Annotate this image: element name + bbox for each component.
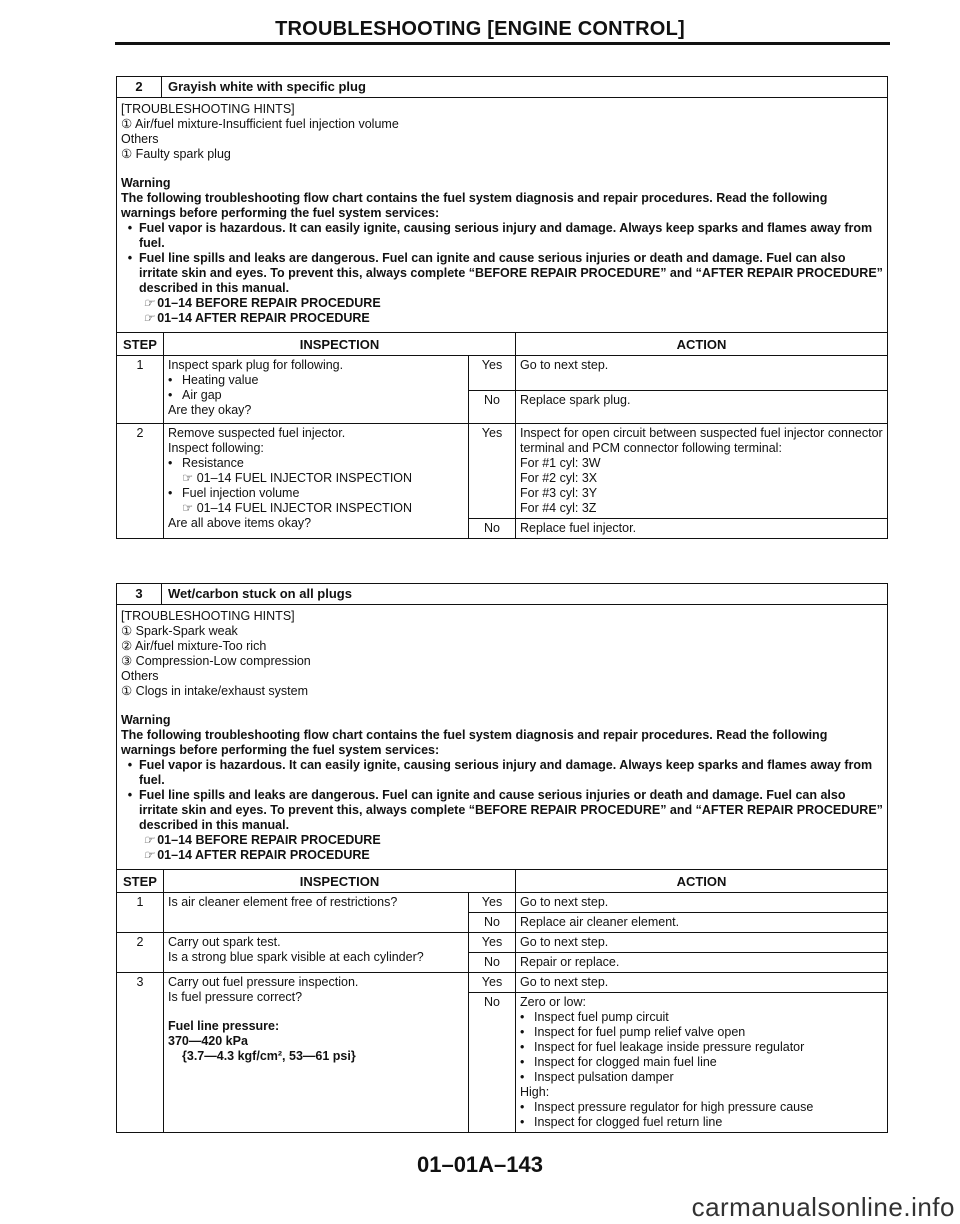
reference-arrow-icon: ☞: [182, 501, 194, 515]
reference-link[interactable]: 01–14 BEFORE REPAIR PROCEDURE: [157, 833, 381, 847]
th-step: STEP: [117, 870, 164, 893]
warning-intro: The following troubleshooting flow chart contains the fuel system diagnosis and repair procedures. Read the following warnings before performing the fuel system services:: [121, 191, 828, 220]
spec-alt-value: {3.7—4.3 kgf/cm², 53—61 psi}: [182, 1049, 356, 1063]
action-bullet: Inspect pulsation damper: [534, 1070, 674, 1084]
th-action: ACTION: [516, 333, 888, 356]
watermark: carmanualsonline.info: [691, 1192, 955, 1222]
yes-action: Go to next step.: [516, 973, 888, 993]
yes-label: Yes: [469, 893, 516, 913]
inspection-bullet: Resistance: [182, 456, 244, 470]
bullet-icon: •: [520, 1115, 525, 1129]
section-title: Wet/carbon stuck on all plugs: [168, 586, 352, 601]
bullet-icon: •: [168, 388, 173, 402]
no-action: [516, 993, 888, 1133]
bullet-icon: •: [520, 1070, 525, 1084]
title-rule: [115, 42, 890, 45]
reference-link[interactable]: 01–14 FUEL INJECTOR INSPECTION: [196, 471, 413, 485]
no-action: Replace air cleaner element.: [516, 913, 888, 933]
th-inspection: INSPECTION: [164, 333, 516, 356]
reference-link[interactable]: 01–14 AFTER REPAIR PROCEDURE: [157, 311, 370, 325]
inspection-text: Remove suspected fuel injector.: [168, 426, 346, 440]
inspection-bullet: Air gap: [182, 388, 222, 402]
no-action: Replace fuel injector.: [516, 519, 888, 539]
no-label: No: [469, 391, 516, 424]
section-number: 2: [117, 77, 162, 97]
bullet-icon: •: [520, 1025, 525, 1039]
inspection-question: Is fuel pressure correct?: [168, 990, 303, 1004]
section-title: Grayish white with specific plug: [168, 79, 366, 94]
warning-heading: Warning: [121, 713, 171, 727]
reference-link[interactable]: 01–14 AFTER REPAIR PROCEDURE: [157, 848, 370, 862]
others-heading: Others: [121, 132, 159, 146]
spec-value: 370—420 kPa: [168, 1034, 248, 1048]
hints-heading: [TROUBLESHOOTING HINTS]: [121, 102, 295, 116]
inspection-cell: [164, 933, 469, 973]
inspection-bullet: Fuel injection volume: [182, 486, 300, 500]
bullet-icon: •: [168, 456, 173, 470]
inspection-text: Carry out spark test.: [168, 935, 281, 949]
table-row: [117, 356, 887, 391]
no-label: No: [469, 913, 516, 933]
no-label: No: [469, 519, 516, 539]
table-row: [117, 424, 887, 519]
inspection-cell: [164, 973, 469, 1133]
table-row: [117, 893, 887, 913]
bullet-icon: •: [168, 373, 173, 387]
section-header: [117, 77, 887, 98]
section-number: 3: [117, 584, 162, 604]
section-3: [116, 583, 888, 1133]
yes-label: Yes: [469, 424, 516, 519]
step-number: 2: [117, 424, 164, 539]
steps-table: [117, 333, 887, 538]
hints-block: [117, 98, 887, 333]
no-action: Repair or replace.: [516, 953, 888, 973]
action-text: For #3 cyl: 3Y: [520, 486, 598, 500]
reference-link[interactable]: 01–14 FUEL INJECTOR INSPECTION: [196, 501, 413, 515]
hint-item: ② Air/fuel mixture-Too rich: [121, 639, 267, 653]
inspection-question: Are they okay?: [168, 403, 252, 417]
bullet-icon: •: [127, 251, 133, 265]
section-2: [116, 76, 888, 539]
others-heading: Others: [121, 669, 159, 683]
warning-bullet: Fuel line spills and leaks are dangerous. Fuel can ignite and cause serious injuries or death and damage. Fuel can also irritate skin and eyes. To prevent this, always complete “BEFORE REPAIR PROCEDURE” and “AFTER REPAIR PROCEDURE” described in this manual.: [139, 251, 883, 295]
no-label: No: [469, 953, 516, 973]
inspection-cell: [164, 356, 469, 424]
hints-block: [117, 605, 887, 870]
other-item: ① Clogs in intake/exhaust system: [121, 684, 308, 698]
inspection-bullet: Heating value: [182, 373, 259, 387]
action-text: Zero or low:: [520, 995, 586, 1009]
section-header: [117, 584, 887, 605]
warning-bullet: Fuel line spills and leaks are dangerous. Fuel can ignite and cause serious injuries or death and damage. Fuel can also irritate skin and eyes. To prevent this, always complete “BEFORE REPAIR PROCEDURE” and “AFTER REPAIR PROCEDURE” described in this manual.: [139, 788, 883, 832]
warning-intro: The following troubleshooting flow chart contains the fuel system diagnosis and repair procedures. Read the following warnings before performing the fuel system services:: [121, 728, 828, 757]
action-bullet: Inspect for clogged fuel return line: [534, 1115, 723, 1129]
inspection-text: Inspect following:: [168, 441, 264, 455]
page-title: TROUBLESHOOTING [ENGINE CONTROL]: [275, 18, 685, 40]
inspection-cell: [164, 424, 469, 539]
yes-label: Yes: [469, 933, 516, 953]
reference-arrow-icon: ☞: [143, 848, 155, 862]
reference-arrow-icon: ☞: [182, 471, 194, 485]
table-row: [117, 933, 887, 953]
yes-action: Go to next step.: [520, 895, 609, 909]
warning-heading: Warning: [121, 176, 171, 190]
hint-item: ③ Compression-Low compression: [121, 654, 311, 668]
bullet-icon: •: [127, 788, 133, 802]
th-action: ACTION: [516, 870, 888, 893]
other-item: ① Faulty spark plug: [121, 147, 231, 161]
spec-label: Fuel line pressure:: [168, 1019, 280, 1033]
action-text: Inspect for open circuit between suspected fuel injector connector terminal and PCM connector following terminal:: [520, 426, 883, 455]
action-text: For #4 cyl: 3Z: [520, 501, 597, 515]
inspection-question: Is a strong blue spark visible at each cylinder?: [168, 950, 424, 964]
bullet-icon: •: [520, 1055, 525, 1069]
bullet-icon: •: [168, 486, 173, 500]
action-text: For #2 cyl: 3X: [520, 471, 598, 485]
bullet-icon: •: [520, 1100, 525, 1114]
steps-table: [117, 870, 887, 1132]
yes-label: Yes: [469, 356, 516, 391]
action-text: High:: [520, 1085, 550, 1099]
bullet-icon: •: [127, 758, 133, 772]
action-bullet: Inspect for fuel pump relief valve open: [534, 1025, 746, 1039]
action-bullet: Inspect pressure regulator for high pressure cause: [534, 1100, 814, 1114]
bullet-icon: •: [520, 1010, 525, 1024]
reference-link[interactable]: 01–14 BEFORE REPAIR PROCEDURE: [157, 296, 381, 310]
th-inspection: INSPECTION: [164, 870, 516, 893]
no-action: Replace spark plug.: [516, 391, 888, 424]
bullet-icon: •: [127, 221, 133, 235]
hint-item: ① Spark-Spark weak: [121, 624, 238, 638]
yes-action: [516, 424, 888, 519]
yes-action: Go to next step.: [520, 358, 609, 372]
reference-arrow-icon: ☞: [143, 311, 155, 325]
bullet-icon: •: [520, 1040, 525, 1054]
inspection-question: Are all above items okay?: [168, 516, 312, 530]
step-number: 1: [117, 893, 164, 933]
hint-item: ① Air/fuel mixture-Insufficient fuel injection volume: [121, 117, 399, 131]
action-bullet: Inspect for fuel leakage inside pressure regulator: [534, 1040, 805, 1054]
table-row: [117, 973, 887, 993]
th-step: STEP: [117, 333, 164, 356]
inspection-text: Inspect spark plug for following.: [168, 358, 344, 372]
reference-arrow-icon: ☞: [143, 296, 155, 310]
step-number: 1: [117, 356, 164, 424]
action-bullet: Inspect for clogged main fuel line: [534, 1055, 717, 1069]
yes-label: Yes: [469, 973, 516, 993]
step-number: 3: [117, 973, 164, 1133]
hints-heading: [TROUBLESHOOTING HINTS]: [121, 609, 295, 623]
inspection-text: Carry out fuel pressure inspection.: [168, 975, 359, 989]
action-text: For #1 cyl: 3W: [520, 456, 601, 470]
reference-arrow-icon: ☞: [143, 833, 155, 847]
action-bullet: Inspect fuel pump circuit: [534, 1010, 669, 1024]
warning-bullet: Fuel vapor is hazardous. It can easily ignite, causing serious injury and damage. Always keep sparks and flames away from fuel.: [139, 221, 873, 250]
yes-action: Go to next step.: [516, 933, 888, 953]
warning-bullet: Fuel vapor is hazardous. It can easily ignite, causing serious injury and damage. Always keep sparks and flames away from fuel.: [139, 758, 873, 787]
no-label: No: [469, 993, 516, 1133]
page-number: 01–01A–143: [416, 1152, 543, 1177]
step-number: 2: [117, 933, 164, 973]
inspection-text: Is air cleaner element free of restrictions?: [164, 893, 469, 933]
